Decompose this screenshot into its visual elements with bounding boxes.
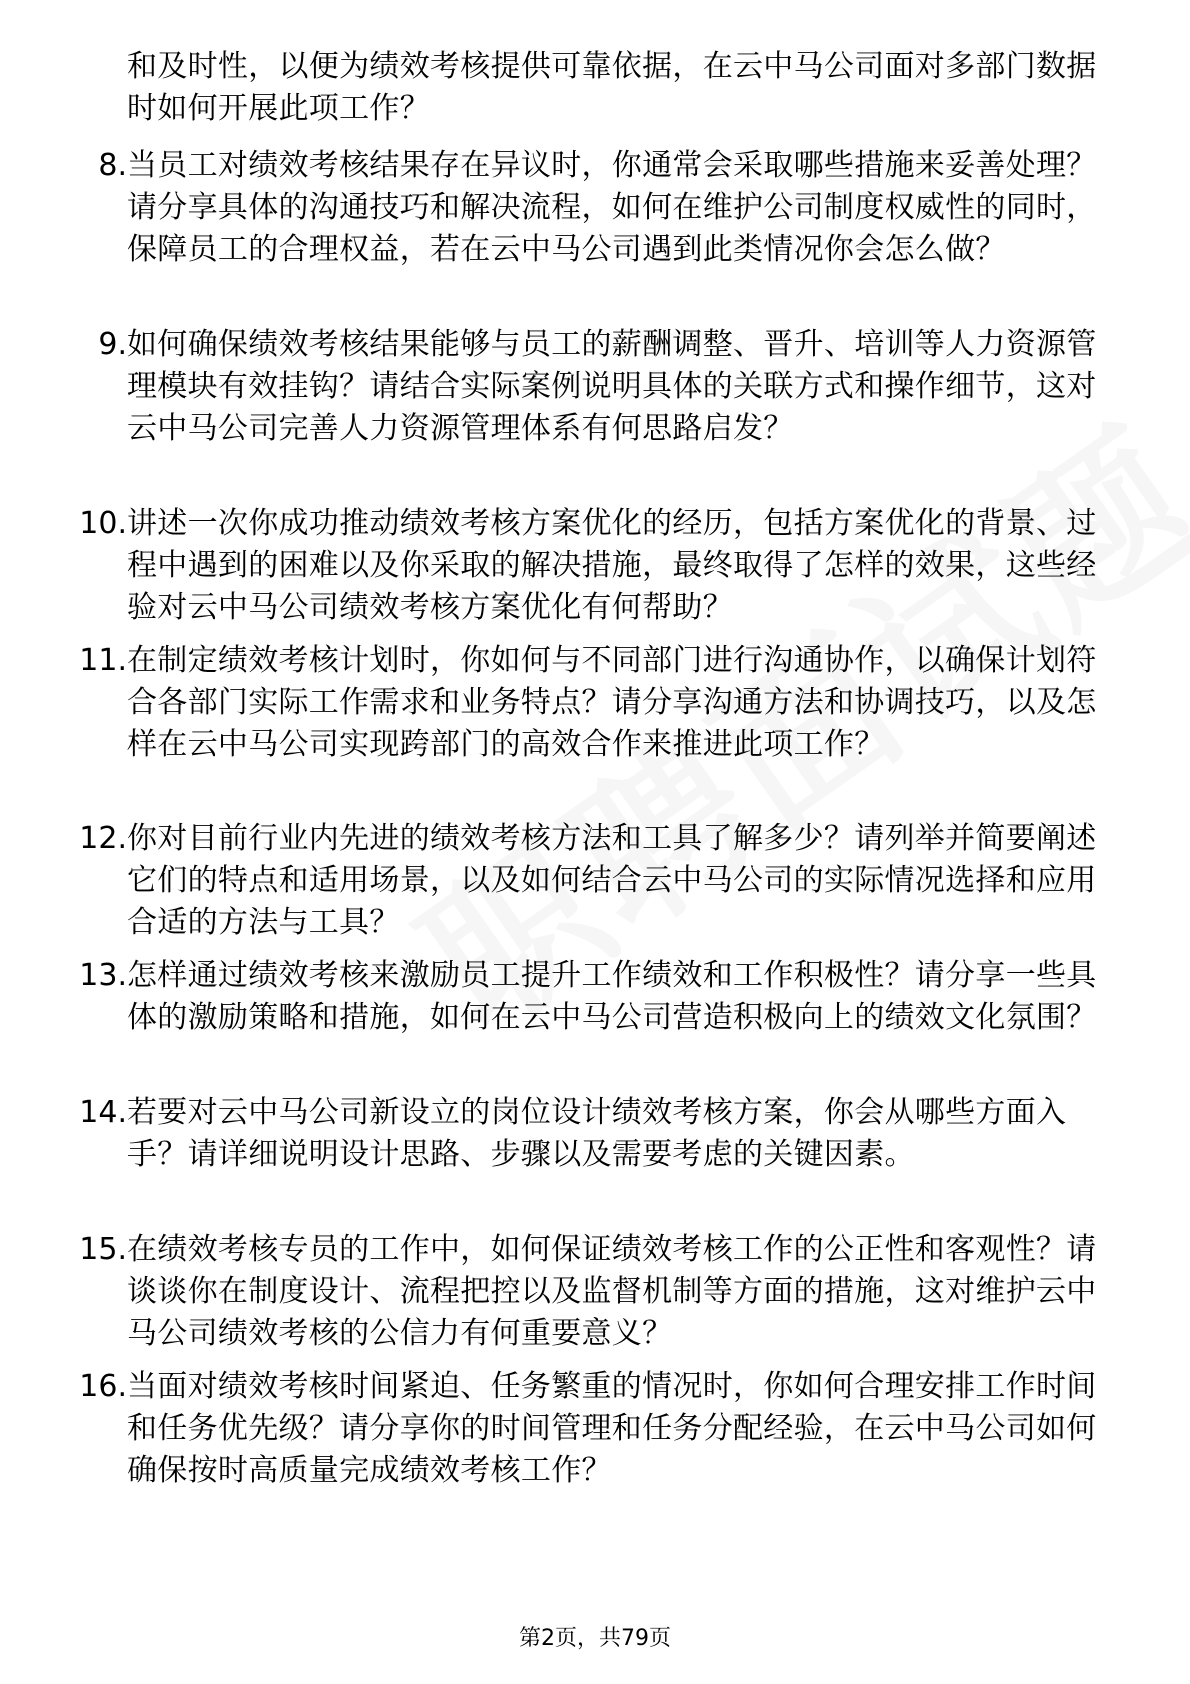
question-text: 若要对云中马公司新设立的岗位设计绩效考核方案，你会从哪些方面入手？请详细说明设计思路、步骤以及需要考虑的关键因素。: [127, 1095, 1067, 1172]
question-text: 如何确保绩效考核结果能够与员工的薪酬调整、晋升、培训等人力资源管理模块有效挂钩？请结合实际案例说明具体的关联方式和操作细节，这对云中马公司完善人力资源管理体系有何思路启发？: [127, 327, 1097, 446]
question-number: 13.: [79, 958, 127, 993]
page-footer: 第2页，共79页: [519, 1626, 671, 1651]
question-text: 在制定绩效考核计划时，你如何与不同部门进行沟通协作，以确保计划符合各部门实际工作需求和业务特点？请分享沟通方法和协调技巧，以及怎样在云中马公司实现跨部门的高效合作来推进此项工作？: [127, 643, 1097, 762]
continuation-paragraph: 和及时性，以便为绩效考核提供可靠依据，在云中马公司面对多部门数据时如何开展此项工作？: [127, 49, 1097, 126]
question-number: 12.: [79, 821, 127, 856]
question-text: 讲述一次你成功推动绩效考核方案优化的经历，包括方案优化的背景、过程中遇到的困难以及你采取的解决措施，最终取得了怎样的效果，这些经验对云中马公司绩效考核方案优化有何帮助？: [127, 506, 1097, 625]
question-number: 10.: [79, 506, 127, 541]
question-text: 当员工对绩效考核结果存在异议时，你通常会采取哪些措施来妥善处理？请分享具体的沟通技巧和解决流程，如何在维护公司制度权威性的同时，保障员工的合理权益，若在云中马公司遇到此类情况你会怎么做？: [127, 148, 1097, 267]
question-number: 14.: [79, 1095, 127, 1130]
question-text: 当面对绩效考核时间紧迫、任务繁重的情况时，你如何合理安排工作时间和任务优先级？请分享你的时间管理和任务分配经验，在云中马公司如何确保按时高质量完成绩效考核工作？: [127, 1369, 1097, 1488]
question-text: 怎样通过绩效考核来激励员工提升工作绩效和工作积极性？请分享一些具体的激励策略和措施，如何在云中马公司营造积极向上的绩效文化氛围？: [127, 958, 1097, 1035]
question-number: 11.: [79, 643, 127, 678]
question-number: 9.: [98, 327, 127, 362]
question-text: 在绩效考核专员的工作中，如何保证绩效考核工作的公正性和客观性？请谈谈你在制度设计、流程把控以及监督机制等方面的措施，这对维护云中马公司绩效考核的公信力有何重要意义？: [127, 1232, 1097, 1351]
question-number: 16.: [79, 1369, 127, 1404]
question-number: 15.: [79, 1232, 127, 1267]
question-text: 你对目前行业内先进的绩效考核方法和工具了解多少？请列举并简要阐述它们的特点和适用场景，以及如何结合云中马公司的实际情况选择和应用合适的方法与工具？: [127, 821, 1097, 940]
question-number: 8.: [98, 148, 127, 183]
